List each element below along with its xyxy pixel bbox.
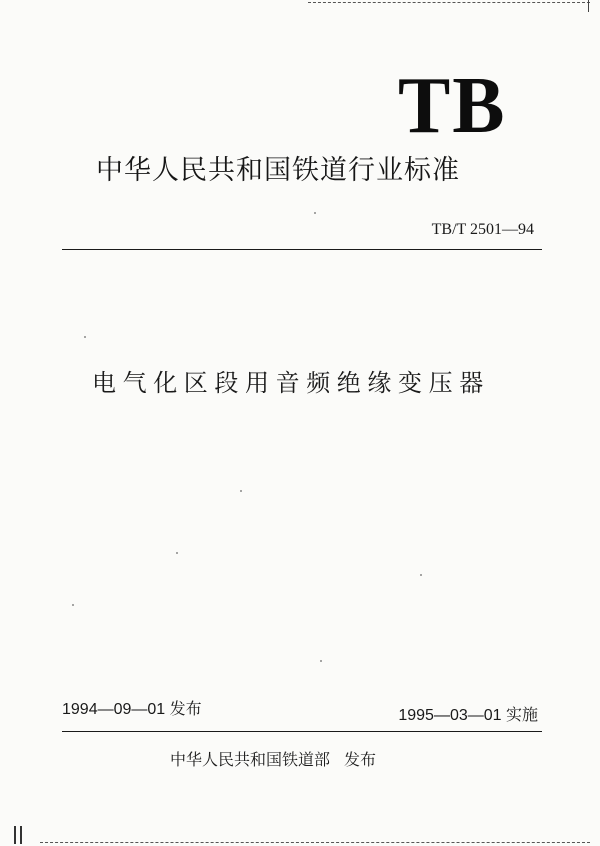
standard-name: 中华人民共和国铁道行业标准 — [96, 155, 460, 186]
divider-upper — [62, 249, 542, 250]
divider-lower — [62, 731, 542, 732]
scan-speck — [176, 552, 178, 554]
document-title: 电气化区段用音频绝缘变压器 — [92, 369, 490, 397]
scan-speck — [240, 490, 242, 492]
issue-date: 1994—09—01 发布 — [62, 701, 202, 718]
scan-speck — [314, 212, 316, 214]
scan-edge-line-top — [308, 2, 590, 3]
publisher-action: 发布 — [344, 750, 377, 769]
scan-edge-mark-left — [20, 826, 22, 844]
publisher-line — [170, 749, 376, 771]
scan-edge-mark-left — [14, 826, 16, 844]
scan-edge-line-bottom — [40, 842, 590, 843]
publisher-name: 中华人民共和国铁道部 — [170, 750, 331, 769]
scan-speck — [420, 574, 422, 576]
scan-speck — [72, 604, 74, 606]
scan-speck — [84, 336, 86, 338]
effective-date: 1995—03—01 实施 — [398, 707, 538, 724]
tb-logo: TB — [398, 62, 507, 150]
standard-code: TB/T 2501—94 — [431, 221, 534, 238]
scan-edge-mark-top — [588, 0, 589, 12]
scan-speck — [320, 660, 322, 662]
